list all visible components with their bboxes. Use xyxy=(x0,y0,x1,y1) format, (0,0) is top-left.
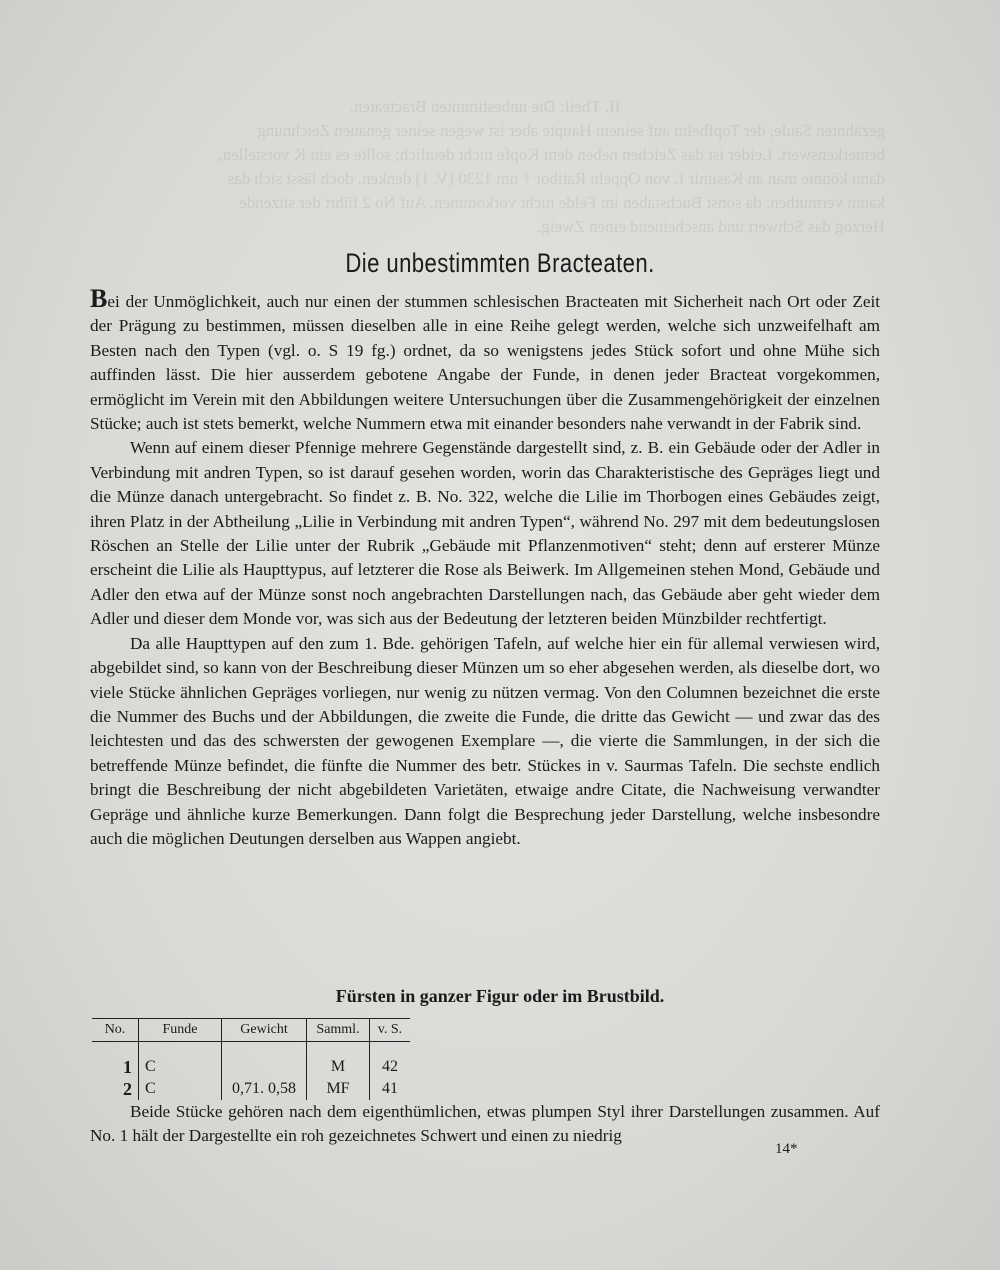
paragraph-4: Beide Stücke gehören nach dem eigenthümlichen, etwas plumpen Styl ihrer Darstellungen zusammen. Auf No. 1 hält der Dargestellte ein roh gezeichnetes Schwert und einen zu niedrig xyxy=(90,1102,880,1146)
bleed-line: gezähnten Saule, der Topfhelm auf seinem Haupte aber ist wegen seiner genauen Zeichnung xyxy=(257,121,885,140)
paragraph-1-text: ei der Unmöglichkeit, auch nur einen der stummen schlesischen Bracteaten mit Sicherheit nach Ort oder Zeit der Prägung zu bestimmen, müssen dieselben alle in eine Reihe gelegt werden, welche sich unzweifelhaft am Besten nach den Typen (vgl. o. S 19 fg.) ordnet, da so wenigstens jedes Stück sofort und ohne Mühe sich auffinden lässt. Die hier ausserdem gebotene Angabe der Funde, in denen jeder Bracteat vorgekommen, ermöglicht im Verein mit den Abbildungen weitere Untersuchungen über die Zusammengehörigkeit der einzelnen Stücke; auch ist stets bemerkt, welche Nummern etwa mit einander besonders nahe verwandt in der Fabrik sind. xyxy=(90,292,880,434)
bleed-through-text xyxy=(85,95,885,239)
table-row xyxy=(92,1056,410,1078)
continuation-text xyxy=(90,1100,880,1149)
table-row xyxy=(92,1078,410,1100)
bleed-line: Herzog das Schwert und anscheinend einen Zweig. xyxy=(537,217,885,236)
cell-gewicht xyxy=(222,1056,307,1078)
paragraph-3: Da alle Haupttypen auf den zum 1. Bde. gehörigen Tafeln, auf welche hier ein für allemal verwiesen wird, abgebildet sind, so kann von der Beschreibung dieser Münzen um so eher abgesehen werden, als dieselbe dort, wo viele Stücke ähnlichen Gepräges vorliegen, nur wenig zu nützen vermag. Von den Columnen bezeichnet die erste die Nummer des Buchs und der Abbildungen, die zweite die Funde, die dritte das Gewicht — und zwar das des leichtesten und das des schwersten der gewogenen Exemplare —, die vierte die Sammlungen, in der sich die betreffende Münze befindet, die fünfte die Nummer des betr. Stückes in v. Saurmas Tafeln. Die sechste endlich bringt die Beschreibung der nicht abgebildeten Varietäten, etwaige andre Citate, die Nachweisung verwandter Gepräge und ähnliche kurze Bemerkungen. Dann folgt die Besprechung jeder Darstellung, welche insbesondre auch die möglichen Deutungen derselben aus Wappen angiebt. xyxy=(90,633,880,848)
cell-funde: C xyxy=(139,1056,222,1078)
table-header-row xyxy=(92,1019,410,1042)
cell-samml: M xyxy=(307,1056,370,1078)
coin-table xyxy=(92,1018,410,1100)
chapter-title: Die unbestimmten Bracteaten. xyxy=(345,248,655,278)
cell-funde: C xyxy=(139,1078,222,1100)
cell-vs: 42 xyxy=(370,1056,411,1078)
paragraph-1 xyxy=(90,284,880,436)
col-header-no: No. xyxy=(92,1019,139,1042)
table-spacer-row xyxy=(92,1042,410,1057)
col-header-samml: Samml. xyxy=(307,1019,370,1042)
bleed-line: kaum vermuthen, da sonst Buchstaben im Felde nicht vorkommen. Auf No 2 führt der sitzende xyxy=(239,193,885,212)
initial-letter: B xyxy=(90,284,108,313)
col-header-vs: v. S. xyxy=(370,1019,411,1042)
section-heading: Fürsten in ganzer Figur oder im Brustbild. xyxy=(335,986,665,1006)
cell-samml: MF xyxy=(307,1078,370,1100)
bleed-line: bemerkenswert. Leider ist das Zeichen neben dem Kopfe nicht deutlich; sollte es ein K vorstellen, xyxy=(218,145,885,164)
signature-mark: 14* xyxy=(775,1141,798,1157)
cell-no: 1 xyxy=(123,1056,132,1077)
bleed-line: dann könnte man an Kasimir I. von Oppeln Ratibor † um 1230 (V. 1) denken, doch lässt sich das xyxy=(227,169,885,188)
col-header-gewicht: Gewicht xyxy=(222,1019,307,1042)
cell-gewicht: 0,71. 0,58 xyxy=(222,1078,307,1100)
paragraph-2: Wenn auf einem dieser Pfennige mehrere Gegenstände dargestellt sind, z. B. ein Gebäude oder der Adler in Verbindung mit andren Typen, so ist darauf gesehen worden, worin das Charakteristische des Gepräges liegt und die Münze danach untergebracht. So findet z. B. No. 322, welche die Lilie im Thorbogen eines Gebäudes zeigt, ihren Platz in der Abtheilung „Lilie in Verbindung mit andren Typen“, während No. 297 mit dem bedeutungslosen Röschen an Stelle der Lilie unter der Rubrik „Gebäude mit Pflanzenmotiven“ steht; denn auf ersterer Münze erscheint die Lilie als Haupttypus, auf letzterer die Rose als Beiwerk. Im Allgemeinen stehen Mond, Gebäude und Adler den etwa auf der Münze sonst noch angebrachten Darstellungen nach, das Gebäude aber geht wieder dem Adler und dieser dem Monde vor, was sich aus der Bedeutung der letzteren beiden Münzbilder rechtfertigt. xyxy=(90,438,880,629)
cell-vs: 41 xyxy=(370,1078,411,1100)
body-text xyxy=(90,284,880,851)
col-header-funde: Funde xyxy=(139,1019,222,1042)
cell-no: 2 xyxy=(123,1078,132,1099)
bleed-line: II. Theil: Die unbestimmten Bracteaten. xyxy=(349,97,621,116)
